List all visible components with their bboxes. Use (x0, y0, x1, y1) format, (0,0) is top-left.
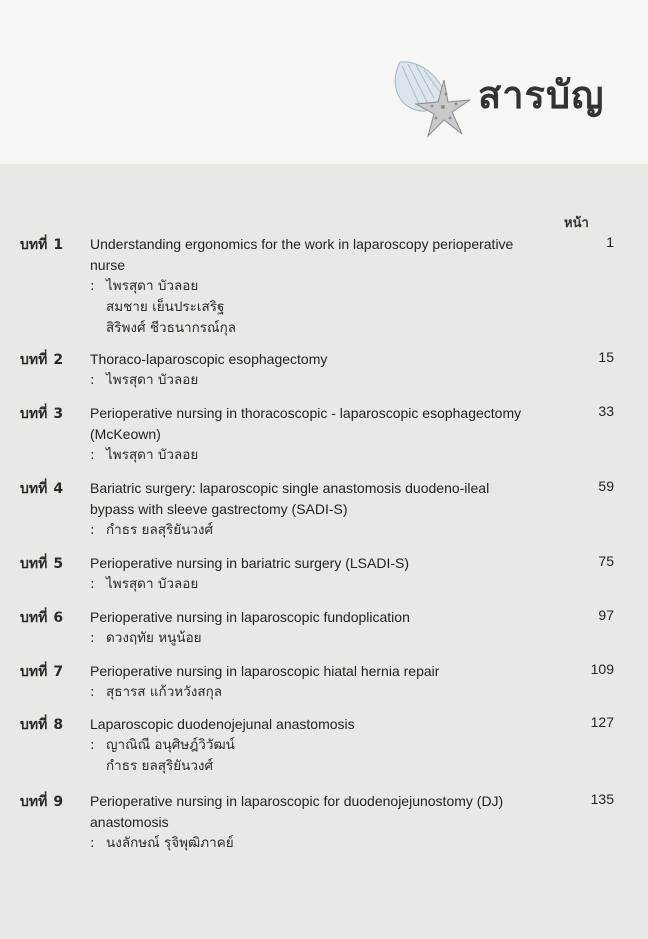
chapter-label: บทที่ 6 (20, 610, 64, 626)
page-number: 97 (598, 607, 614, 623)
chapter-label: บทที่ 7 (20, 664, 64, 680)
author-list: : ไพรสุดา บัวลอย (90, 447, 199, 463)
seashell-starfish-icon (386, 52, 482, 148)
page-number: 127 (590, 714, 614, 730)
entry-title: Perioperative nursing in laparoscopic fundoplication (90, 609, 410, 625)
page-number: 33 (598, 403, 614, 419)
page-number: 59 (598, 478, 614, 494)
chapter-label: บทที่ 3 (20, 406, 64, 422)
entry-title: Bariatric surgery: laparoscopic single anastomosis duodeno-ileal bypass with sleeve gastrectomy (SADI-S) (90, 480, 490, 517)
page-title: สารบัญ (478, 73, 605, 117)
chapter-label: บทที่ 8 (20, 717, 64, 733)
page-number: 109 (590, 661, 614, 677)
author-list: : ญาณิณี อนุศิษฎ์วิวัฒน์ กำธร ยลสุริยันวงศ์ (90, 737, 235, 774)
entry-title: Perioperative nursing in thoracoscopic - laparoscopic esophagectomy (McKeown) (90, 405, 522, 442)
entry-title: Perioperative nursing in laparoscopic for duodenojejunostomy (DJ) anastomosis (90, 793, 504, 830)
page-number: 75 (598, 553, 614, 569)
chapter-label: บทที่ 9 (20, 794, 64, 810)
author-list: : สุธารส แก้วหวังสกุล (90, 684, 223, 700)
entry-title: Perioperative nursing in laparoscopic hiatal hernia repair (90, 663, 440, 679)
page-column-label: หน้า (564, 215, 589, 230)
author-list: : ไพรสุดา บัวลอย (90, 372, 199, 388)
entry-title: Laparoscopic duodenojejunal anastomosis (90, 716, 355, 732)
page-number: 15 (598, 349, 614, 365)
page-number: 135 (590, 791, 614, 807)
entry-title: Understanding ergonomics for the work in laparoscopy perioperative nurse (90, 236, 514, 273)
page-number: 1 (606, 234, 614, 250)
author-list: : กำธร ยลสุริยันวงศ์ (90, 522, 214, 538)
chapter-label: บทที่ 5 (20, 556, 64, 572)
chapter-label: บทที่ 4 (20, 481, 64, 497)
author-list: : ดวงฤทัย หนูน้อย (90, 630, 202, 646)
author-list: : นงลักษณ์ รุจิพุฒิภาคย์ (90, 835, 234, 851)
entry-title: Thoraco-laparoscopic esophagectomy (90, 351, 328, 367)
author-list: : ไพรสุดา บัวลอย สมชาย เย็นประเสริฐ สิริพงศ์ ชีวธนากรณ์กุล (90, 278, 237, 336)
author-list: : ไพรสุดา บัวลอย (90, 576, 199, 592)
entry-title: Perioperative nursing in bariatric surgery (LSADI-S) (90, 555, 410, 571)
chapter-label: บทที่ 1 (20, 237, 64, 253)
chapter-label: บทที่ 2 (20, 352, 64, 368)
